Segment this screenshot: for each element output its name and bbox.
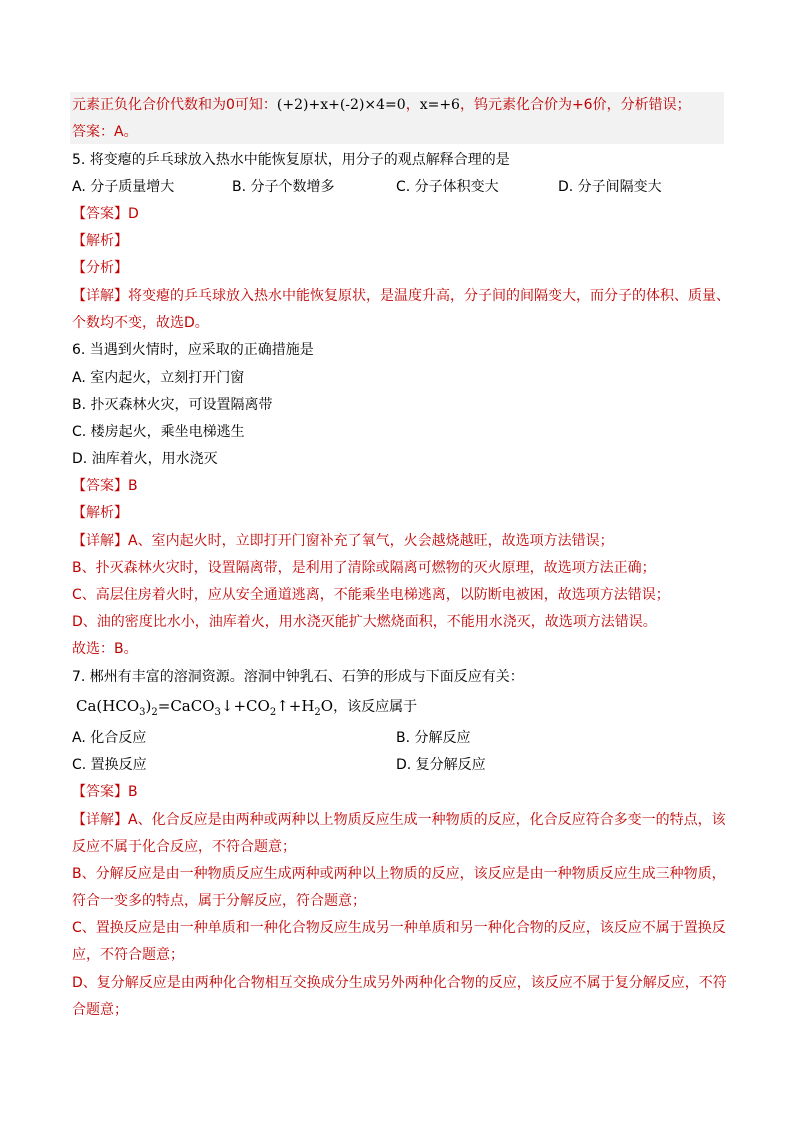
detail-text: 将变瘪的乒乓球放入热水中能恢复原状，是温度升高，分子间的间隔变大，而分子的体积、质量、: [128, 288, 730, 304]
subscript: 2: [269, 707, 277, 718]
q6-stem: 6. 当遇到火情时，应采取的正确措施是: [72, 342, 314, 358]
q5-fenxi-tag: 【分析】: [72, 260, 128, 276]
q6-detail-a: [72, 531, 614, 551]
q6-option-c: C. 楼房起火，乘坐电梯逃生: [72, 424, 245, 440]
q6-analysis-tag: 【解析】: [72, 505, 128, 521]
detail-tag: 【详解】: [72, 812, 128, 828]
text: 元素正负化合价代数和为: [72, 97, 226, 113]
top-line-1: [72, 95, 691, 115]
math-expression: x=+6: [419, 97, 460, 113]
answer-value: B: [128, 784, 138, 800]
q5-detail-1: [72, 286, 730, 306]
text: ，该反应属于: [333, 699, 418, 715]
answer-tag: 【答案】: [72, 478, 128, 494]
q7-detail-a1: [72, 810, 726, 830]
text: Ca: [76, 697, 97, 715]
q7-option-b: B. 分解反应: [396, 730, 471, 746]
q6-option-b: B. 扑灭森林火灾，可设置隔离带: [72, 397, 273, 413]
q7-stem: 7. 郴州有丰富的溶洞资源。溶洞中钟乳石、石笋的形成与下面反应有关：: [72, 669, 524, 685]
subscript: 2: [314, 707, 321, 718]
top-line-2: 答案：A。: [72, 124, 138, 140]
text: 0: [226, 97, 235, 113]
q6-answer: [72, 476, 138, 496]
subscript: 2: [151, 707, 158, 718]
text: ，: [405, 97, 420, 113]
text: 可知：: [234, 97, 277, 113]
text: ，钨元素化合价为+6价，分析错误；: [459, 97, 691, 113]
q7-option-d: D. 复分解反应: [396, 757, 486, 773]
q5-option-b: B. 分子个数增多: [232, 179, 335, 195]
q7-detail-b1: B、分解反应是由一种物质反应生成两种或两种以上物质的反应，该反应是由一种物质反应生成三种物质，: [72, 866, 726, 882]
answer-value: B: [128, 478, 138, 494]
q7-option-c: C. 置换反应: [72, 757, 147, 773]
answer-value: D: [128, 206, 139, 222]
q5-option-a: A. 分子质量增大: [72, 179, 175, 195]
q6-option-d: D. 油库着火，用水浇灭: [72, 451, 218, 467]
detail-tag: 【详解】: [72, 533, 128, 549]
q5-stem: 5. 将变瘪的乒乓球放入热水中能恢复原状，用分子的观点解释合理的是: [72, 152, 510, 168]
q6-detail-d: D、油的密度比水小，油库着火，用水浇灭能扩大燃烧面积，不能用水浇灭，故选项方法错误。: [72, 614, 657, 630]
subscript: 3: [214, 707, 221, 718]
text: ): [145, 697, 152, 715]
detail-text: A、室内起火时，立即打开门窗补充了氧气，火会越烧越旺，故选项方法错误；: [128, 533, 614, 549]
q5-option-c: C. 分子体积变大: [396, 179, 499, 195]
q7-answer: [72, 782, 138, 802]
q7-detail-c2: 应，不符合题意；: [72, 947, 184, 963]
detail-tag: 【详解】: [72, 288, 128, 304]
text: ↓+CO: [220, 697, 270, 715]
answer-tag: 【答案】: [72, 206, 128, 222]
q6-detail-c: C、高层住房着火时，应从安全通道逃离，不能乘坐电梯逃离，以防断电被困，故选项方法错误；: [72, 587, 670, 603]
q7-detail-a2: 反应不属于化合反应，不符合题意；: [72, 839, 296, 855]
q6-option-a: A. 室内起火，立刻打开门窗: [72, 370, 245, 386]
q7-option-a: A. 化合反应: [72, 730, 147, 746]
q5-analysis-tag: 【解析】: [72, 233, 128, 249]
q7-detail-c1: C、置换反应是由一种单质和一种化合物反应生成另一种单质和另一种化合物的反应，该反应不属于置换反: [72, 920, 726, 936]
q6-detail-b: B、扑灭森林火灾时，设置隔离带，是利用了清除或隔离可燃物的灭火原理，故选项方法正确；: [72, 560, 656, 576]
q5-detail-2: 个数均不变，故选D。: [72, 315, 209, 331]
subscript: 3: [139, 707, 146, 718]
text: ↑+H: [276, 697, 315, 715]
q7-detail-d2: 合题意；: [72, 1002, 128, 1018]
q7-detail-d1: D、复分解反应是由两种化合物相互交换成分生成另外两种化合物的反应，该反应不属于复分解反应，不符: [72, 975, 727, 991]
q7-equation: [76, 695, 417, 724]
detail-text: A、化合反应是由两种或两种以上物质反应生成一种物质的反应，化合反应符合多变一的特点，该: [128, 812, 726, 828]
q6-conclusion: 故选：B。: [72, 641, 138, 657]
text: =CaCO: [157, 697, 215, 715]
q5-answer: [72, 204, 139, 224]
q7-detail-b2: 符合一变多的特点，属于分解反应，符合题意；: [72, 893, 366, 909]
q5-option-d: D. 分子间隔变大: [558, 179, 662, 195]
math-expression: (+2)+x+(-2)×4=0: [276, 97, 406, 113]
answer-tag: 【答案】: [72, 784, 128, 800]
text: O: [320, 697, 334, 715]
text: (HCO: [96, 697, 140, 715]
